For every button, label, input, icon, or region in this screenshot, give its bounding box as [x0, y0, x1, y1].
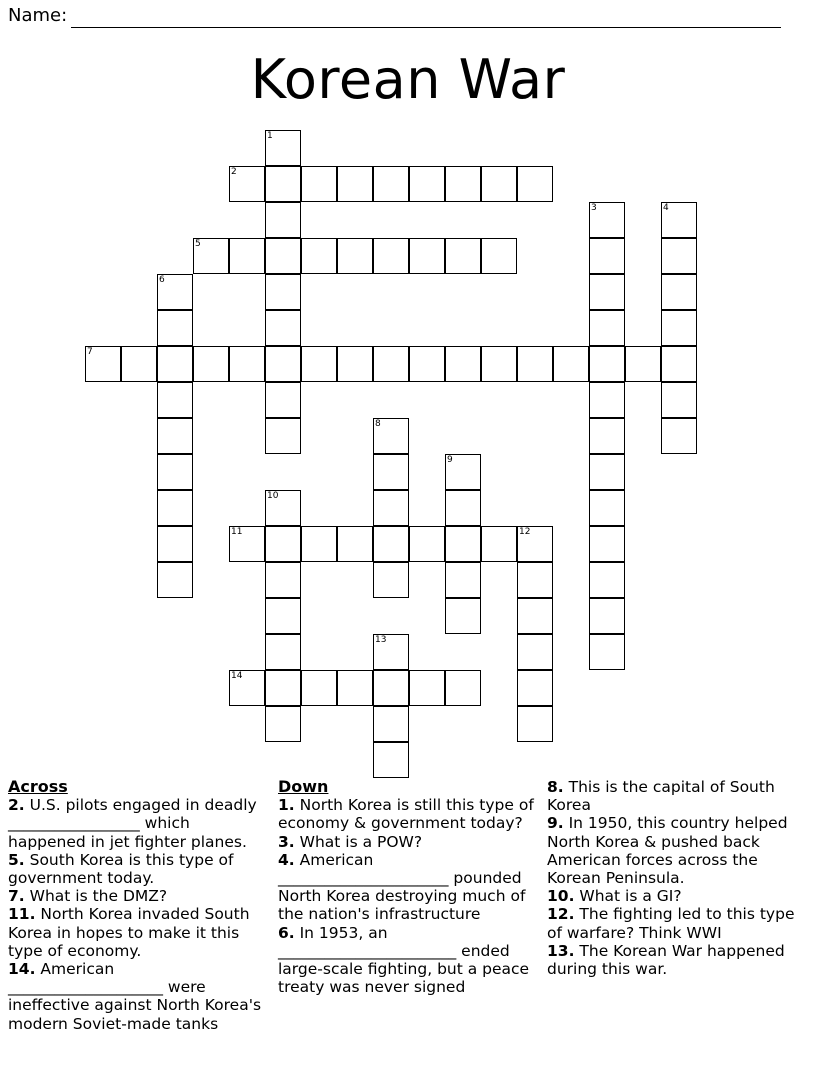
name-label: Name:: [8, 5, 68, 26]
grid-cell[interactable]: [589, 382, 625, 418]
grid-cell[interactable]: [265, 310, 301, 346]
clue-item-number: 10.: [547, 887, 575, 906]
clue-item: [278, 924, 542, 997]
grid-cell[interactable]: [301, 670, 337, 706]
clue-number: 13: [375, 635, 387, 645]
clue-item: [547, 905, 809, 941]
grid-cell[interactable]: [409, 526, 445, 562]
grid-cell[interactable]: [589, 562, 625, 598]
clue-item-text: What is a GI?: [574, 887, 682, 906]
clue-item-number: 3.: [278, 832, 295, 851]
grid-cell[interactable]: [661, 238, 697, 274]
grid-cell[interactable]: [157, 346, 193, 382]
clue-number: 6: [159, 275, 165, 285]
grid-cell[interactable]: [265, 238, 301, 274]
grid-cell[interactable]: [337, 670, 373, 706]
across-clue-list: [8, 796, 270, 1033]
grid-cell[interactable]: [373, 562, 409, 598]
clue-item-text: In 1950, this country helped North Korea & pushed back American forces across the Korean Peninsula.: [547, 814, 788, 888]
grid-cell[interactable]: [589, 634, 625, 670]
down-clue-list: [278, 796, 542, 996]
grid-cell[interactable]: [589, 598, 625, 634]
grid-cell[interactable]: [265, 490, 301, 526]
clue-number: 4: [663, 203, 669, 213]
grid-cell[interactable]: [661, 382, 697, 418]
grid-cell[interactable]: [265, 526, 301, 562]
clue-number: 5: [195, 239, 201, 249]
grid-cell[interactable]: [517, 634, 553, 670]
clue-item: [8, 887, 270, 905]
grid-cell[interactable]: [265, 670, 301, 706]
grid-cell[interactable]: [157, 382, 193, 418]
grid-cell[interactable]: [625, 346, 661, 382]
across-clues: [8, 778, 270, 1033]
grid-cell[interactable]: [589, 202, 625, 238]
clue-item-number: 1.: [278, 796, 295, 815]
grid-cell[interactable]: [265, 166, 301, 202]
grid-cell[interactable]: [337, 526, 373, 562]
grid-cell[interactable]: [265, 382, 301, 418]
grid-cell[interactable]: [517, 598, 553, 634]
grid-cell[interactable]: [445, 454, 481, 490]
grid-cell[interactable]: [445, 490, 481, 526]
grid-cell[interactable]: [121, 346, 157, 382]
grid-cell[interactable]: [157, 490, 193, 526]
grid-cell[interactable]: [373, 634, 409, 670]
grid-cell[interactable]: [481, 526, 517, 562]
down-clues-continued: [547, 778, 809, 978]
grid-cell[interactable]: [373, 166, 409, 202]
grid-cell[interactable]: [445, 346, 481, 382]
grid-cell[interactable]: [481, 166, 517, 202]
clue-item: [547, 814, 809, 887]
grid-cell[interactable]: [445, 598, 481, 634]
down-clues: [278, 778, 542, 996]
clue-item: [8, 960, 270, 1033]
grid-cell[interactable]: [229, 166, 265, 202]
grid-cell[interactable]: [517, 562, 553, 598]
grid-cell[interactable]: [157, 526, 193, 562]
clue-item-text: American ____________________ were ineffective against North Korea's modern Soviet-made tanks: [8, 960, 262, 1033]
grid-cell[interactable]: [265, 130, 301, 166]
clue-item: [547, 778, 809, 814]
grid-cell[interactable]: [373, 742, 409, 778]
grid-cell[interactable]: [265, 418, 301, 454]
grid-cell[interactable]: [553, 346, 589, 382]
grid-cell[interactable]: [661, 274, 697, 310]
clue-item-text: What is a POW?: [294, 832, 423, 851]
grid-cell[interactable]: [481, 238, 517, 274]
grid-cell[interactable]: [157, 310, 193, 346]
grid-cell[interactable]: [157, 418, 193, 454]
grid-cell[interactable]: [265, 706, 301, 742]
grid-cell[interactable]: [373, 706, 409, 742]
grid-cell[interactable]: [409, 166, 445, 202]
grid-cell[interactable]: [589, 274, 625, 310]
grid-cell[interactable]: [265, 202, 301, 238]
grid-cell[interactable]: [409, 238, 445, 274]
grid-cell[interactable]: [445, 670, 481, 706]
grid-cell[interactable]: [229, 346, 265, 382]
grid-cell[interactable]: [661, 418, 697, 454]
clue-number: 10: [267, 491, 279, 501]
grid-cell[interactable]: [337, 346, 373, 382]
grid-cell[interactable]: [193, 346, 229, 382]
grid-cell[interactable]: [265, 274, 301, 310]
grid-cell[interactable]: [373, 238, 409, 274]
clue-item: [8, 905, 270, 960]
grid-cell[interactable]: [301, 166, 337, 202]
clue-item-text: The Korean War happened during this war.: [547, 941, 785, 979]
clue-item-text: American ______________________ pounded North Korea destroying much of the nation's infrastructure: [278, 850, 526, 924]
clue-item-number: 14.: [8, 960, 36, 979]
clue-number: 2: [231, 167, 237, 177]
grid-cell[interactable]: [301, 526, 337, 562]
grid-cell[interactable]: [373, 670, 409, 706]
puzzle-title: Korean War: [250, 48, 566, 111]
clue-number: 3: [591, 203, 597, 213]
clue-item-number: 7.: [8, 887, 25, 906]
clue-item-number: 5.: [8, 850, 25, 869]
grid-cell[interactable]: [589, 238, 625, 274]
grid-cell[interactable]: [265, 598, 301, 634]
grid-cell[interactable]: [265, 346, 301, 382]
clue-item-number: 8.: [547, 778, 564, 796]
grid-cell[interactable]: [589, 454, 625, 490]
grid-cell[interactable]: [265, 562, 301, 598]
grid-cell[interactable]: [157, 274, 193, 310]
grid-cell[interactable]: [265, 634, 301, 670]
grid-cell[interactable]: [589, 418, 625, 454]
grid-cell[interactable]: [373, 346, 409, 382]
clue-item-number: 4.: [278, 850, 295, 869]
clue-item-text: The fighting led to this type of warfare? Think WWI: [547, 905, 795, 942]
clue-item-text: What is the DMZ?: [24, 887, 168, 906]
across-heading: Across: [8, 777, 68, 796]
grid-cell[interactable]: [445, 238, 481, 274]
grid-cell[interactable]: [157, 454, 193, 490]
clue-item-text: North Korea invaded South Korea in hopes to make it this type of economy.: [8, 905, 250, 960]
grid-cell[interactable]: [445, 166, 481, 202]
grid-cell[interactable]: [409, 346, 445, 382]
clue-item: [278, 796, 542, 832]
grid-cell[interactable]: [373, 526, 409, 562]
grid-cell[interactable]: [193, 238, 229, 274]
grid-cell[interactable]: [373, 418, 409, 454]
clue-number: 14: [231, 671, 243, 681]
clue-item-number: 2.: [8, 796, 25, 815]
clue-number: 12: [519, 527, 531, 537]
down-clue-list-continued: [547, 778, 809, 978]
grid-cell[interactable]: [337, 166, 373, 202]
grid-cell[interactable]: [589, 310, 625, 346]
grid-cell[interactable]: [337, 238, 373, 274]
clue-item-number: 12.: [547, 905, 575, 924]
grid-cell[interactable]: [229, 238, 265, 274]
grid-cell[interactable]: [517, 706, 553, 742]
grid-cell[interactable]: [517, 670, 553, 706]
clue-item: [278, 833, 542, 851]
clue-item-number: 9.: [547, 814, 564, 833]
grid-cell[interactable]: [301, 238, 337, 274]
grid-cell[interactable]: [301, 346, 337, 382]
grid-cell[interactable]: [517, 346, 553, 382]
grid-cell[interactable]: [589, 346, 625, 382]
grid-cell[interactable]: [517, 526, 553, 562]
grid-cell[interactable]: [373, 490, 409, 526]
clue-item-number: 13.: [547, 941, 575, 960]
clue-item: [8, 851, 270, 887]
clue-item-text: North Korea is still this type of economy & government today?: [278, 796, 534, 833]
down-heading: Down: [278, 777, 329, 796]
grid-cell[interactable]: [589, 490, 625, 526]
clue-item: [547, 942, 809, 978]
clue-item: [547, 887, 809, 905]
clue-number: 7: [87, 347, 93, 357]
clue-number: 11: [231, 527, 243, 537]
clue-item: [8, 796, 270, 851]
clue-number: 1: [267, 131, 273, 141]
grid-cell[interactable]: [661, 346, 697, 382]
clue-item: [278, 851, 542, 924]
grid-cell[interactable]: [589, 526, 625, 562]
grid-cell[interactable]: [661, 202, 697, 238]
grid-cell[interactable]: [85, 346, 121, 382]
grid-cell[interactable]: [445, 562, 481, 598]
grid-cell[interactable]: [157, 562, 193, 598]
clue-item-text: In 1953, an _______________________ ended large-scale fighting, but a peace treaty was never signed: [278, 923, 530, 997]
grid-cell[interactable]: [661, 310, 697, 346]
clue-number: 9: [447, 455, 453, 465]
clue-item-text: South Korea is this type of government today.: [8, 850, 234, 888]
grid-cell[interactable]: [445, 526, 481, 562]
clue-number: 8: [375, 419, 381, 429]
grid-cell[interactable]: [229, 526, 265, 562]
clue-item-text: This is the capital of South Korea: [547, 778, 775, 815]
clue-item-number: 11.: [8, 905, 36, 924]
grid-cell[interactable]: [517, 166, 553, 202]
grid-cell[interactable]: [409, 670, 445, 706]
clue-item-text: U.S. pilots engaged in deadly _________________ which happened in jet fighter planes.: [8, 796, 257, 851]
grid-cell[interactable]: [481, 346, 517, 382]
clue-item-number: 6.: [278, 923, 295, 942]
grid-cell[interactable]: [229, 670, 265, 706]
grid-cell[interactable]: [373, 454, 409, 490]
